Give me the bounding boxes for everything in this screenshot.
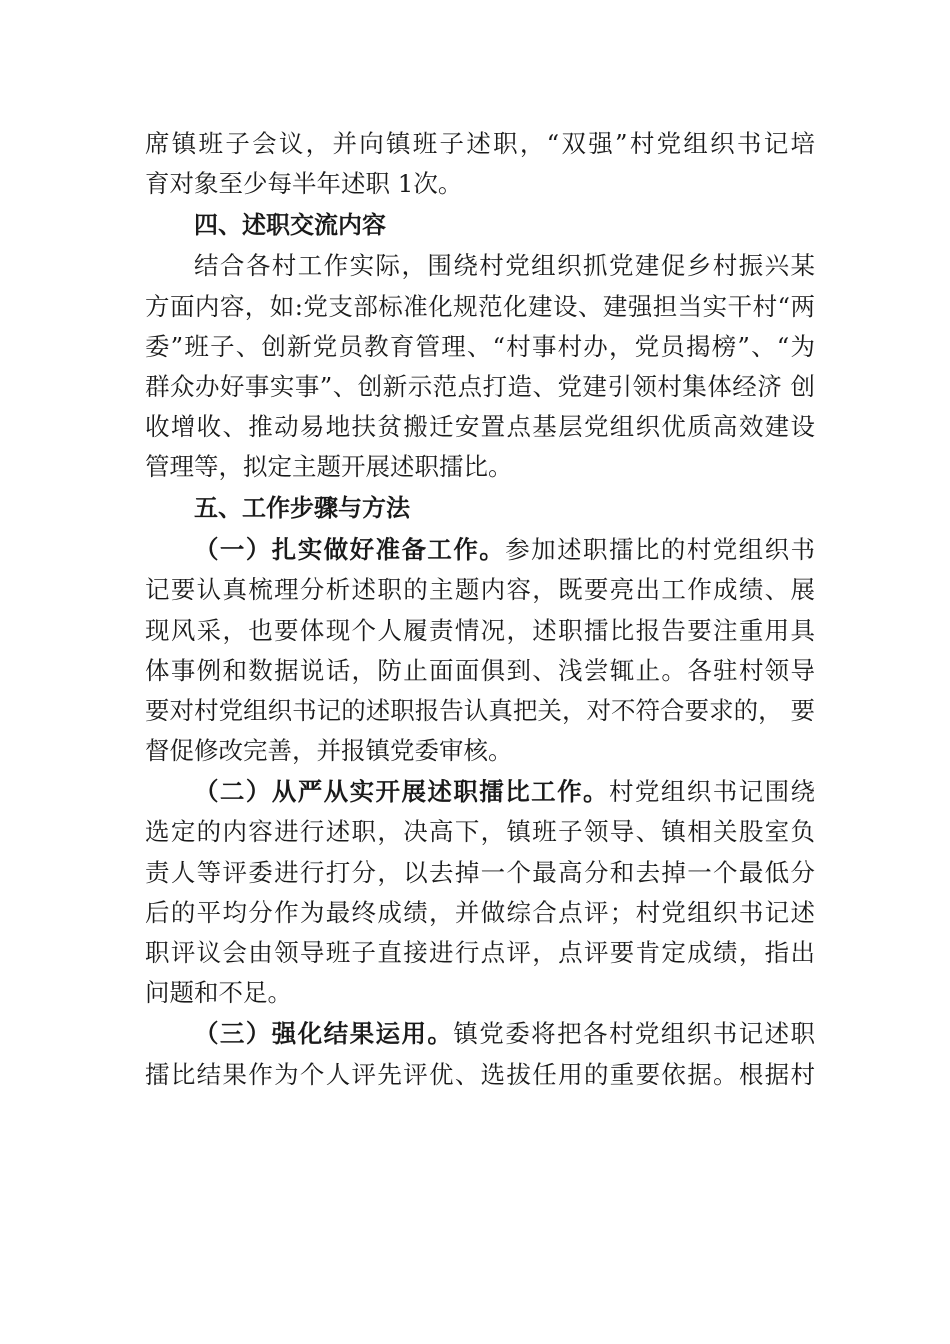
body-text-line: 方面内容，如:党支部标准化规范化建设、建强担当实干村“两 [145, 292, 815, 321]
body-text-line: 后的平均分作为最终成绩，并做综合点评；村党组织书记述 [145, 898, 815, 927]
item-lead: （三）强化结果运用。 [194, 1019, 454, 1048]
item-first-rest: 村党组织书记围绕 [608, 777, 816, 806]
section-heading: 四、述职交流内容 [194, 211, 386, 239]
item-first-rest: 参加述职擂比的村党组织书 [505, 535, 816, 564]
body-text-line: 选定的内容进行述职，决高下，镇班子领导、镇相关股室负 [145, 817, 815, 846]
body-text-line: 职评议会由领导班子直接进行点评，点评要肯定成绩，指出 [145, 938, 815, 967]
item-first-line [194, 1014, 815, 1054]
item-first-rest: 镇党委将把各村党组织书记述职 [453, 1019, 816, 1048]
body-text-line: 育对象至少每半年述职 1次。 [145, 169, 463, 198]
body-text-line: 管理等，拟定主题开展述职擂比。 [145, 452, 513, 481]
body-text-line: 体事例和数据说话，防止面面俱到、浅尝辄止。各驻村领导 [145, 656, 815, 685]
body-text-line: 记要认真梳理分析述职的主题内容，既要亮出工作成绩、展 [145, 575, 815, 604]
body-text-line: 结合各村工作实际，围绕村党组织抓党建促乡村振兴某 [194, 251, 815, 280]
body-text-line: 要对村党组织书记的述职报告认真把关，对不符合要求的， 要 [145, 696, 815, 725]
body-text-line: 责人等评委进行打分，以去掉一个最高分和去掉一个最低分 [145, 858, 815, 887]
item-first-line [194, 530, 815, 570]
item-first-line [194, 772, 815, 812]
body-text-line: 群众办好事实事”、创新示范点打造、党建引领村集体经济 创 [145, 372, 815, 401]
body-text-line: 现风采，也要体现个人履责情况，述职擂比报告要注重用具 [145, 616, 815, 645]
body-text-line: 委”班子、创新党员教育管理、“村事村办，党员揭榜”、“为 [145, 332, 815, 361]
section-heading: 五、工作步骤与方法 [194, 494, 410, 522]
body-text-line: 收增收、推动易地扶贫搬迁安置点基层党组织优质高效建设 [145, 412, 815, 441]
item-lead: （一）扎实做好准备工作。 [194, 535, 506, 564]
item-lead: （二）从严从实开展述职擂比工作。 [194, 777, 609, 806]
body-text-line: 督促修改完善，并报镇党委审核。 [145, 736, 513, 765]
body-text-line: 问题和不足。 [145, 978, 292, 1007]
body-text-line: 擂比结果作为个人评先评优、选拔任用的重要依据。根据村 [145, 1060, 815, 1089]
body-text-line: 席镇班子会议，并向镇班子述职，“双强”村党组织书记培 [145, 129, 815, 158]
